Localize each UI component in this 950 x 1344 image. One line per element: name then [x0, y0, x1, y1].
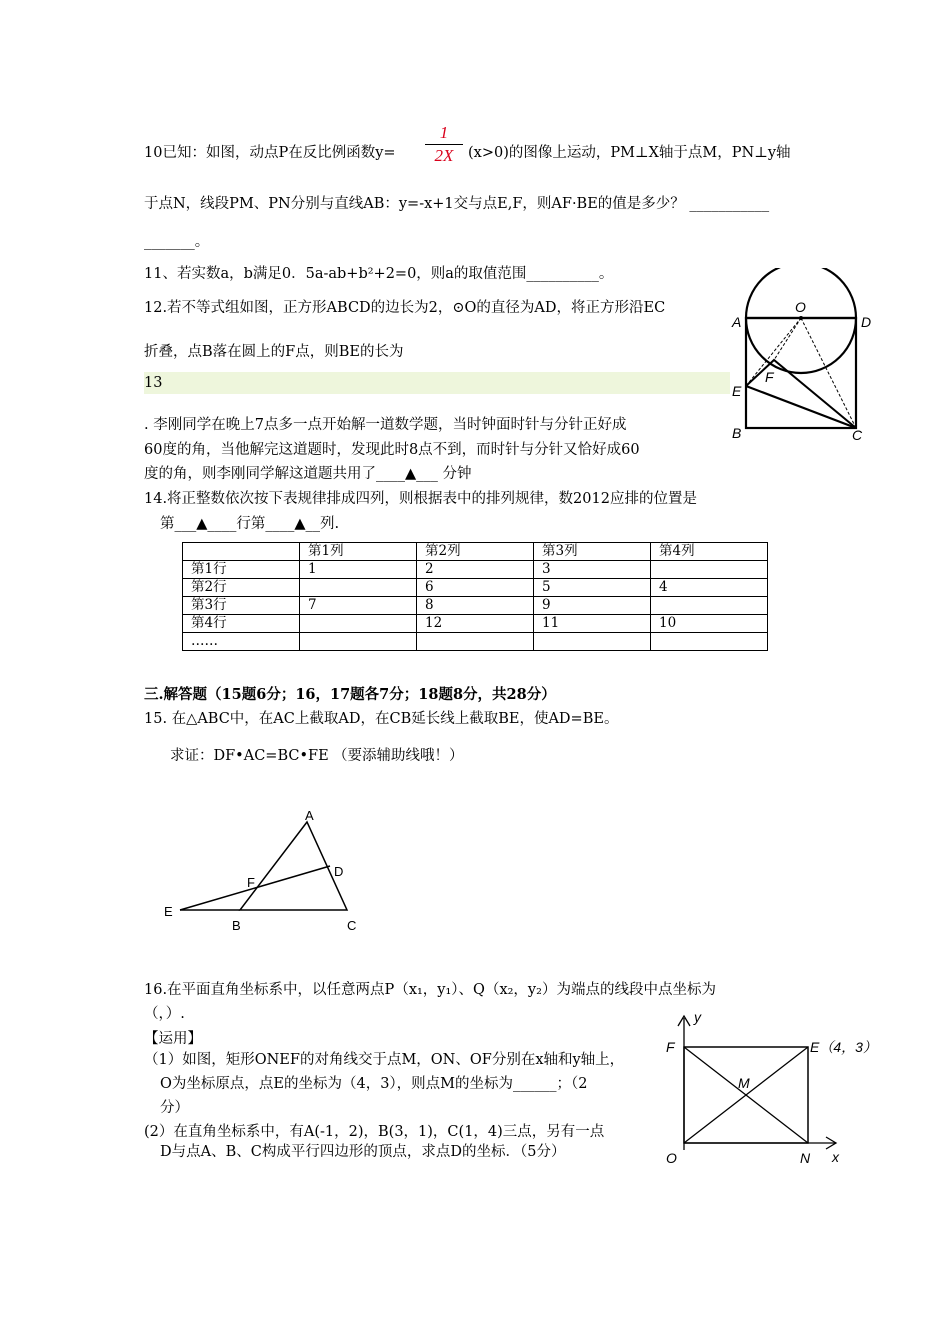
q16-line1: 16.在平面直角坐标系中，以任意两点P（x₁，y₁）、Q（x₂，y₂）为端点的线段中点坐标为: [144, 982, 716, 998]
label-e: E: [732, 383, 742, 399]
q14-line1: 14.将正整数依次按下表规律排成四列，则根据表中的排列规律，数2012应排的位置是: [144, 491, 697, 507]
number-arrangement-table: [182, 542, 768, 651]
label-d: D: [861, 314, 872, 330]
fold-line-ec: [746, 386, 856, 428]
label-a: A: [732, 314, 742, 330]
label-c: C: [852, 427, 863, 443]
q16-apply: 【运用】: [144, 1031, 202, 1047]
label-a: A: [305, 808, 314, 823]
fraction-denominator: 2X: [434, 146, 454, 165]
table-cell: 5: [534, 579, 651, 597]
q13-line3: 度的角，则李刚同学解这道题共用了____▲___ 分钟: [144, 466, 472, 482]
label-x: x: [832, 1149, 839, 1165]
q16-line2: （，）.: [144, 1006, 185, 1022]
q12-line2: 折叠，点B落在圆上的F点，则BE的长为: [144, 344, 404, 360]
label-o: O: [795, 299, 806, 315]
label-b: B: [732, 425, 742, 441]
table-cell: [651, 633, 768, 651]
label-b: B: [232, 918, 241, 933]
circle-o: [746, 268, 856, 373]
q10-line2: 于点N，线段PM、PN分别与直线AB：y=-x+1交与点E,F，则AF·BE的值是多少？ ___________: [144, 196, 770, 212]
table-cell: [300, 633, 417, 651]
table-cell: 第4行: [183, 615, 300, 633]
table-cell: 7: [300, 597, 417, 615]
table-cell: 第3列: [534, 543, 651, 561]
q10-suffix: (x>0)的图像上运动，PM⊥X轴于点M，PN⊥y轴: [468, 145, 791, 161]
q15-proof: 求证：DF•AC=BC•FE: [170, 748, 329, 764]
table-cell: 12: [417, 615, 534, 633]
section-title: 三.解答题（15题6分；16，17题各7分；18题8分，共28分）: [144, 686, 556, 703]
label-f: F: [765, 369, 774, 385]
triangle-abc: [240, 822, 347, 910]
label-n: N: [800, 1150, 811, 1166]
table-cell: 第1行: [183, 561, 300, 579]
table-cell: [183, 543, 300, 561]
table-cell: 11: [534, 615, 651, 633]
fraction-numerator: 1: [439, 123, 449, 142]
q12-line1: 12.若不等式组如图，正方形ABCD的边长为2，⊙O的直径为AD，将正方形沿EC: [144, 300, 666, 316]
q10-prefix: 10已知：如图，动点P在反比例函数y=: [144, 145, 396, 161]
q10-line1: [144, 141, 396, 162]
segment-ed: [180, 866, 330, 910]
rectangle-coordinate-figure: [658, 1010, 888, 1172]
table-cell: 第3行: [183, 597, 300, 615]
q15-note: （要添辅助线哦！）: [333, 748, 464, 764]
table-cell: 8: [417, 597, 534, 615]
q13-line2: 60度的角，当他解完这道题时，发现此时8点不到，而时针与分针又恰好成60: [144, 442, 640, 458]
table-cell: 2: [417, 561, 534, 579]
label-f: F: [247, 875, 255, 890]
table-cell: 1: [300, 561, 417, 579]
label-c: C: [347, 918, 357, 933]
table-cell: [300, 579, 417, 597]
label-e: E（4，3）: [810, 1039, 877, 1055]
q13-number: 13: [144, 375, 163, 391]
q16-p2-line1: (2）在直角坐标系中，有A(-1，2)，B(3，1)，C(1，4)三点，另有一点: [144, 1124, 605, 1140]
q16-p1-line2: O为坐标原点，点E的坐标为（4，3），则点M的坐标为______；（2: [160, 1076, 588, 1092]
table-row: [183, 579, 768, 597]
table-cell: [651, 597, 768, 615]
label-f: F: [666, 1039, 675, 1055]
table-row: [183, 597, 768, 615]
table-cell: 第4列: [651, 543, 768, 561]
table-cell: 3: [534, 561, 651, 579]
q16-p1-line3: 分）: [160, 1100, 189, 1116]
label-y: y: [694, 1010, 701, 1025]
table-row: [183, 561, 768, 579]
table-cell: 6: [417, 579, 534, 597]
table-cell: [534, 633, 651, 651]
q13-number-highlight: [144, 372, 730, 394]
table-cell: [651, 561, 768, 579]
table-row: [183, 633, 768, 651]
table-row: [183, 615, 768, 633]
table-cell: [300, 615, 417, 633]
q11-text: 11、若实数a，b满足0．5a-ab+b²+2=0，则a的取值范围__________。: [144, 266, 614, 282]
q14-line2: 第___▲____行第____▲__列.: [160, 516, 340, 532]
dashed-of: [774, 318, 801, 360]
center-dot: [799, 316, 803, 320]
label-e: E: [164, 904, 173, 919]
q13-line1: . 李刚同学在晚上7点多一点开始解一道数学题，当时钟面时针与分针正好成: [144, 417, 627, 433]
table-cell: ……: [183, 633, 300, 651]
table-cell: 第1列: [300, 543, 417, 561]
triangle-figure: [150, 808, 370, 938]
label-m: M: [738, 1075, 750, 1091]
table-cell: 9: [534, 597, 651, 615]
table-cell: 10: [651, 615, 768, 633]
table-cell: 第2列: [417, 543, 534, 561]
q16-p2-line2: D与点A、B、C构成平行四边形的顶点，求点D的坐标．（5分）: [160, 1144, 566, 1160]
square-circle-figure: [728, 268, 878, 450]
table-header-row: [183, 543, 768, 561]
q15-line1: 15. 在△ABC中，在AC上截取AD，在CB延长线上截取BE，使AD=BE。: [144, 711, 619, 727]
table-cell: [417, 633, 534, 651]
q16-p1-line1: （1）如图，矩形ONEF的对角线交于点M，ON、OF分别在x轴和y轴上，: [144, 1052, 625, 1068]
q10-fraction: [425, 123, 463, 166]
label-o: O: [666, 1150, 677, 1166]
table-cell: 第2行: [183, 579, 300, 597]
table-cell: 4: [651, 579, 768, 597]
q10-line3: _______。: [144, 234, 210, 250]
label-d: D: [334, 864, 344, 879]
